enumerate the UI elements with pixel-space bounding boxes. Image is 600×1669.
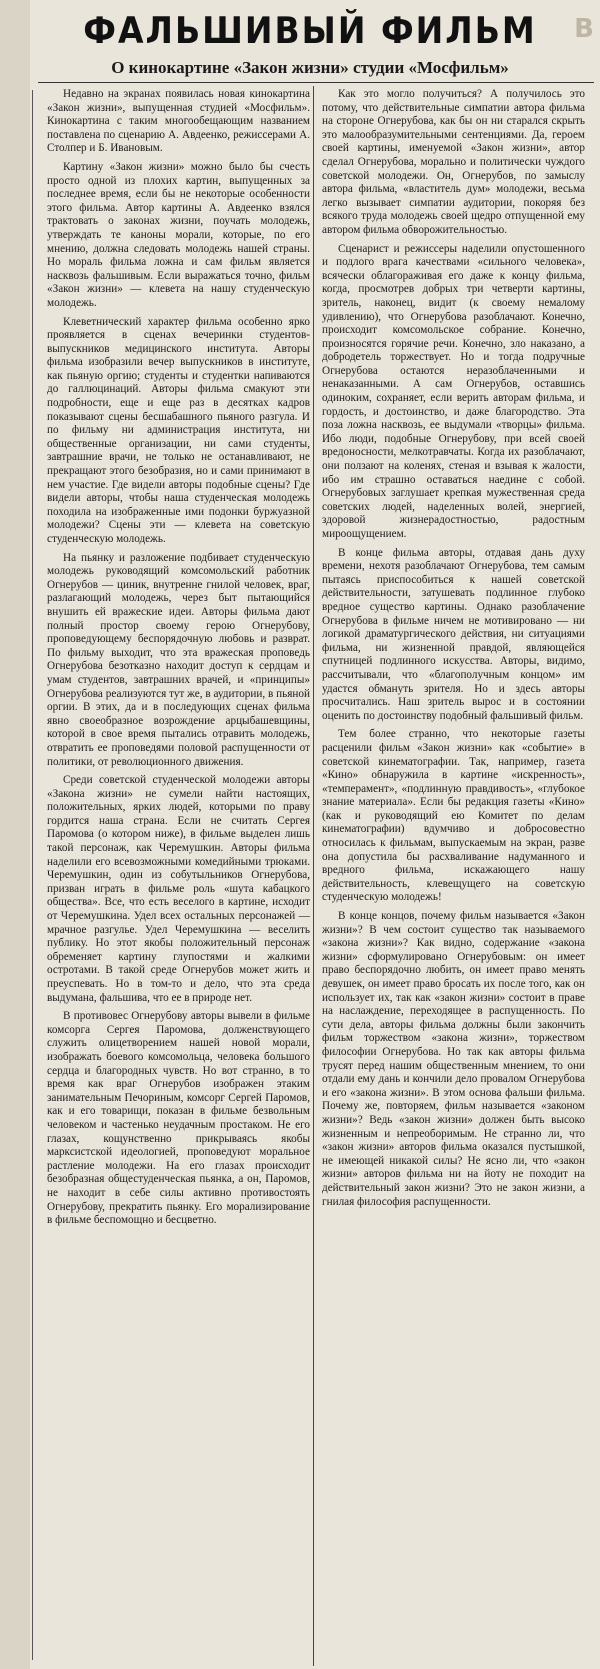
paragraph: Среди советской студенческой молодежи авторы «Закона жизни» не сумели найти настоящих, положительных, ярких людей, которыми по праву гордится наша страна. Если не считать Сергея Паромова (о котором ниже), в фильме выделен лишь такой персонаж, как Черемушкин. Авторы фильма наделили его всевозможными комедийными трюками. Черемушкин, один из собутыльников Огнерубова, призван играть в фильме роль «шута кабацкого общества». Все, что есть веселого в картине, исходит от Черемушкина. Удел всех остальных персонажей — мрачное разгулье. Удел Черемушкина — веселить публику. Но этот якобы положительный персонаж обременяет картину глупостями и жалкими остротами. В такой среде Огнерубов может жить и преуспевать. Но в том-то и дело, что эта среда выдумана, фальшива, что ее в природе нет.: [47, 774, 310, 1004]
paragraph: Как это могло получиться? А получилось это потому, что действительные симпатии автора фильма на стороне Огнерубова, как бы он ни старался скрыть это малообразумительными сентенциями. Да, героем своей картины, именуемой «Закон жизни», автор сделал Огнерубова, морально и политически чуждого советской молодежи. Он, Огнерубов, по замыслу автора фильма, «властитель дум» молодежи, весьма легко вызывает симпатии аудитории, покоряя без всякого труда молодежь своей щедро отпущенной ему автором фильма обворожительностью.: [322, 88, 585, 236]
paragraph: В конце концов, почему фильм называется «Закон жизни»? В чем состоит существо так называемого «закона жизни»? Как видно, содержание «закона жизни» сформулировано Огнерубовым: он имеет право беспорядочно любить, он имеет право менять девушек, он имеет право бросать их после того, как он использует их, так как «закон жизни» состоит в праве на наслаждение, переходящее в распущенность. По сути дела, авторы фильма должны были закончить фильм торжеством «закона жизни», торжеством философии Огнерубова. Но так как авторы фильма трусят перед нашим общественным мнением, то они отдали ему дань и кончили дело провалом Огнерубова и его «закона жизни». В этом основа фальши фильма. Почему же, повторяем, фильм называется «законом жизни»? Ведь «закон жизни» должен быть высоко жизненным и непреоборимым. Не странно ли, что «закон жизни» авторов фильма оказался пустышкой, не имеющей никакой силы? Не ясно ли, что «закон жизни» авторов фильма ни на йоту не походит на действительный закон жизни? Это не закон жизни, а гнилая философия распущенности.: [322, 910, 585, 1208]
article-headline: ФАЛЬШИВЫЙ ФИЛЬМ: [83, 9, 537, 52]
article-column-left: [47, 88, 310, 1664]
right-edge-headline-fragment: В: [574, 14, 594, 44]
paragraph: Клеветнический характер фильма особенно ярко проявляется в сценах вечеринки студентов-выпускников медицинского института. Авторы фильма изобразили вечер выпускников в институте, как пьяную оргию; студенты и студентки напиваются до галлюцинаций. Авторы фильма смакуют эти подробности, еще и еще раз в десятках кадров показывают сцены бесшабашного пьяного разгула. И по фильму ни администрация института, ни общественные организации, ни сами студенты, завтрашние врачи, не только не останавливают, не прекращают этого безобразия, но и сами принимают в нем участие. Где видели авторы подобные сцены? Где видели авторы, чтобы наша студенческая молодежь походила на изображенные ими подонки буржуазной молодежи? Сцены эти — клевета на советскую студенческую молодежь.: [47, 315, 310, 545]
paragraph: Картину «Закон жизни» можно было бы счесть просто одной из плохих картин, выпущенных за последнее время, если бы не некоторые особенности этого фильма. Автор картины А. Авдеенко взялся трактовать о законах жизни, поучать молодежь, утверждать те каноны морали, которые, по его мнению, должна следовать молодежь нашей страны. Но мораль фильма ложна и сам фильм является насквозь фальшивым. Если выражаться точно, фильм «Закон жизни» — клевета на нашу студенческую молодежь.: [47, 160, 310, 309]
paragraph: На пьянку и разложение подбивает студенческую молодежь руководящий комсомольский работник Огнерубов — циник, внутренне гнилой человек, враг, разлагающий молодежь, через быт пытающийся внушить ей вражеские идеи. Авторы фильма дают полный простор своему герою Огнерубову, проповедующему беспорядочную любовь и разврат. По фильму выходит, что эта вражеская проповедь Огнерубова безотказно находит доступ к сердцам и умам студентов, завтрашних врачей, и «принципы» Огнерубова реализуются тут же, в аудитории, в пьяной оргии. В этих, да и в последующих сценах фильма явно своеобразное возрождение арцыбашевщины, которой в свое время пытались отравить молодежь, отвратить ее проповедями половой распущенности от политики, от революционного движения.: [47, 551, 310, 768]
paragraph: Тем более странно, что некоторые газеты расценили фильм «Закон жизни» как «событие» в советской кинематографии. Так, например, газета «Кино» обнаружила в картине «искренность», «темперамент», «подлинную правдивость», «глубокое знание материала». Если бы редакция газеты «Кино» (как и руководящий ею Комитет по делам кинематографии) вдумчиво и добросовестно относилась к фильмам, выпускаемым на экран, разве она допустила бы расхваливание надуманного и вредного фильма, искажающего нашу действительность, клевещущего на советскую студенческую молодежь!: [322, 728, 585, 904]
paragraph: В конце фильма авторы, отдавая дань духу времени, нехотя разоблачают Огнерубова, тем самым пытаясь приспособиться к нашей советской действительности, затушевать подлинное глубоко вредное существо картины. Однако разоблачение Огнерубова в фильме ничем не мотивировано — ни логикой драматургического действия, ни ситуациями фильма, ни жизненной правдой, являющейся спутницей подлинного искусства. Авторы, видимо, рассчитывали, что «благополучным концом» им удастся обмануть зрителя. Но и здесь авторы просчитались. Наш зритель вырос и в состоянии оценить по достоинству подобный фальшивый фильм.: [322, 546, 585, 722]
paragraph: Сценарист и режиссеры наделили опустошенного и подлого врага качествами «сильного человека», всячески облагораживая его даже к концу фильма, когда, просмотрев добрых три четверти картины, зритель, наконец, видит (к своему немалому удивлению), что Огнерубова разоблачают. Конечно, происходит комсомольское собрание. Конечно, произносятся горячие речи. Конечно, зло наказано, а добродетель торжествует. Но и тогда подручные Огнерубова остаются неразоблаченными и ненаказанными. А сам Огнерубов, оставшись одиноким, сохраняет, если верить авторам фильма, и гордость, и достоинство, и даже благородство. Эта поза ложна насквозь, ее выдумали «творцы» фильма. Ибо люди, подобные Огнерубову, при всей своей вредоносности, мелкотравчаты. Когда их разоблачают, они ползают на коленях, стеная и взывая к жалости, ибо им страшно оставаться наедине с собой. Огнерубовых заглушает крепкая мужественная среда советских людей, наделенных волей, энергией, здоровой жизнерадостностью, радостным мироощущением.: [322, 242, 585, 540]
left-border-rule: [32, 90, 33, 1660]
paragraph: Недавно на экранах появилась новая кинокартина «Закон жизни», выпущенная студией «Мосфильм». Кинокартина с таким многообещающим названием поставлена по сценарию А. Авдеенко, режиссерами А. Столпер и Б. Ивановым.: [47, 88, 310, 155]
article-column-right: [322, 88, 585, 1664]
article-subheadline: О кинокартине «Закон жизни» студии «Мосфильм»: [111, 58, 509, 77]
paragraph: В противовес Огнерубову авторы вывели в фильме комсорга Сергея Паромова, долженствующего служить олицетворением нашей новой морали, изображать боевого комсомольца, человека большого сердца и благородных чувств. Но вот странно, в то время как враг Огнерубов изображен этаким занимательным Печориным, комсорг Сергей Паромов, как и его товарищи, показан в фильме безвольным человеком и частенько неудачным простаком. Не его глазах, кощунственно прикрываясь якобы марксистской идеологией, проповедуют моральное растление молодежи. На его глазах происходит безобразная общестуденческая пьянка, а он, Паромов, не находит в себе силы активно противостоять Огнерубову, прекратить пьянку. Его морализирование в фильме беспомощно и бесцветно.: [47, 1010, 310, 1227]
column-divider: [313, 86, 314, 1666]
headline-rule: [38, 82, 594, 83]
neighbor-column-fragment: [0, 0, 30, 1669]
